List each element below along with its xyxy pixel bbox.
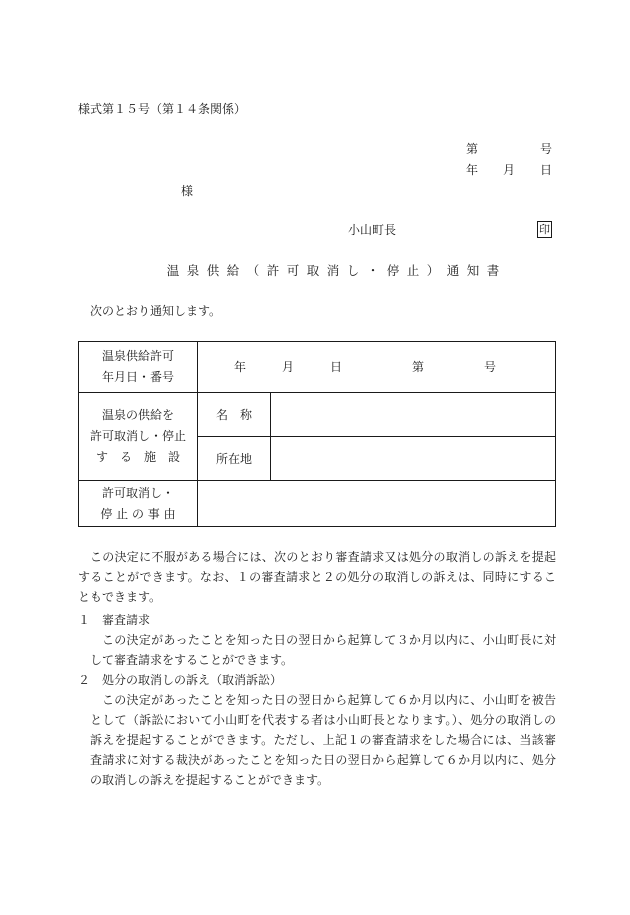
item2-body: この決定があったことを知った日の翌日から起算して６か月以内に、小山町を被告として（訴訟において小山町を代表する者は小山町長となります。）、処分の取消しの訴えを提起することができます。ただし、上記１の審査請求をした場合には、当該審査請求に対する裁決があったことを知った日の翌日から起算して６か月以内に、処分の取消しの訴えを提起することができます。 [90,693,556,787]
doc-number-suffix: 号 [540,142,553,156]
row3-label-line1: 許可取消し・ [101,485,174,500]
date-day: 日 [540,163,553,177]
row2-address-value [271,437,556,481]
row1-no-prefix: 第 [412,360,425,374]
item1-heading: １ 審査請求 [78,613,151,627]
row1-label [79,342,198,393]
row1-label-line1: 温泉供給許可 [101,349,174,363]
title-char: 消 [326,263,340,278]
seal-mark: 印 [539,223,550,236]
title-char: 可 [286,263,300,278]
row3-label [79,481,198,527]
title-char: 通 [446,263,460,278]
row1-month: 月 [282,360,295,374]
title-char: 知 [466,263,480,278]
row1-value [198,342,556,393]
title-char: ） [426,263,440,278]
addressee-honorific: 様 [181,184,194,198]
title-char: ・ [366,263,380,278]
date-month: 月 [503,163,516,177]
table-row [79,393,556,437]
row2-label-line3: す る 施 設 [95,450,180,464]
title-char: 書 [486,263,500,278]
form-number: 様式第１５号（第１４条関係） [78,102,247,116]
title-char: （ [246,263,260,278]
table-row [79,342,556,393]
title-char: 許 [266,263,280,278]
doc-number-prefix: 第 [466,142,479,156]
item1-body: この決定があったことを知った日の翌日から起算して３か月以内に、小山町長に対して審査請求をすることができます。 [90,633,556,667]
row2-sub-address-label: 所在地 [198,437,271,481]
row2-name-value [271,393,556,437]
row2-label-line2: 許可取消し・停止 [89,429,186,443]
row1-no-suffix: 号 [484,360,497,374]
date-year: 年 [466,163,479,177]
notice-paragraph: この決定に不服がある場合には、次のとおり審査請求又は処分の取消しの訴えを提起することができます。なお、１の審査請求と２の処分の取消しの訴えは、同時にすることもできます。 [78,550,556,604]
row3-value [198,481,556,527]
title-char: 止 [406,263,420,278]
row1-label-line2: 年月日・番号 [101,370,174,384]
row2-label-line1: 温泉の供給を [101,408,174,422]
notice-table [78,341,556,527]
row1-year: 年 [234,360,247,374]
title-char: 給 [226,263,240,278]
row2-label [79,393,198,481]
row2-sub-name-label: 名 称 [198,393,271,437]
title-char: 取 [306,263,320,278]
table-row [79,481,556,527]
row3-label-line2: 停 止 の 事 由 [100,506,176,521]
title-char: し [346,263,360,278]
title-char: 供 [206,263,220,278]
document-title [163,263,503,279]
item2-heading: ２ 処分の取消しの訴え（取消訴訟） [78,673,283,687]
title-char: 停 [386,263,400,278]
title-char: 泉 [186,263,200,278]
intro-text: 次のとおり通知します。 [90,304,222,318]
issuer-name: 小山町長 [348,223,397,237]
row1-day: 日 [330,360,343,374]
title-char: 温 [166,263,180,278]
